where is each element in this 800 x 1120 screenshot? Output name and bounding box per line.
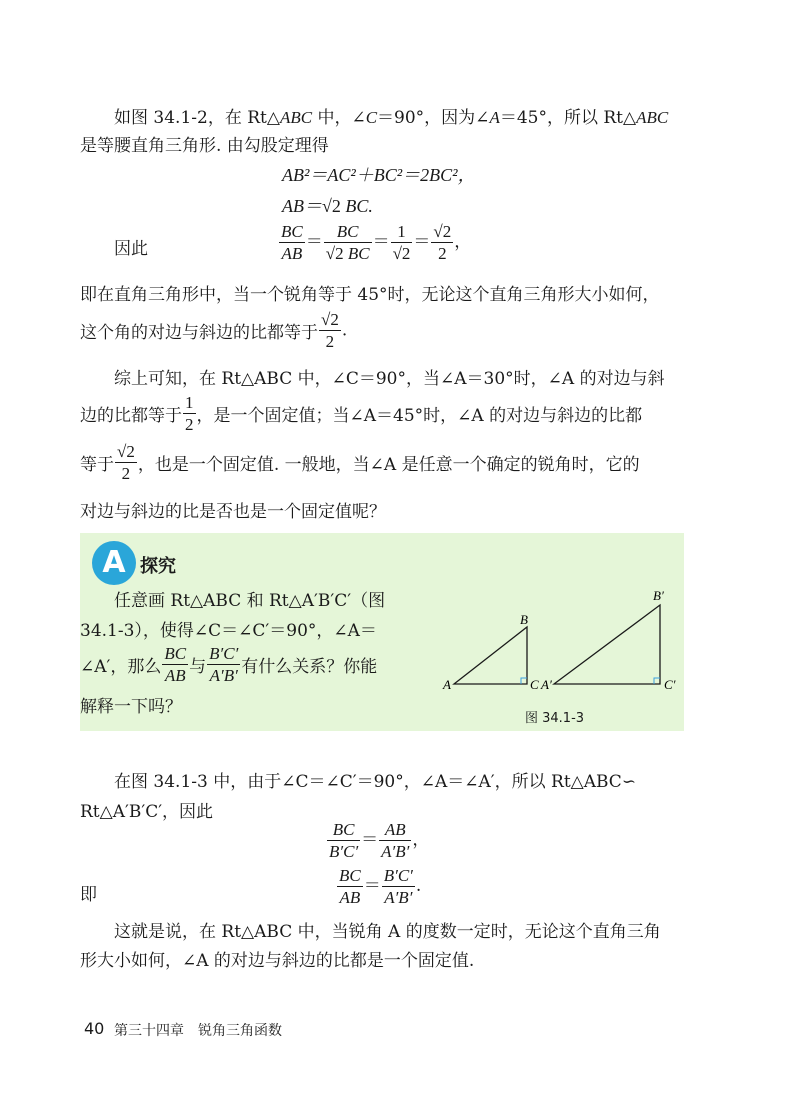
right-angle-c2-mark bbox=[654, 678, 660, 684]
label-a: A bbox=[443, 677, 451, 692]
para1-line2: 是等腰直角三角形. 由勾股定理得 bbox=[80, 136, 329, 156]
para1-line1: 如图 34.1-2，在 Rt△ABC 中，∠C＝90°，因为∠A＝45°，所以 Rt△ABC bbox=[114, 108, 669, 128]
figure-similar-triangles bbox=[440, 585, 680, 697]
triangle-a2b2c2 bbox=[554, 605, 660, 684]
equation-result: $\frac{BC}{AB}$ ＝ $\frac{B'C'}{A'B'}$ . bbox=[339, 866, 422, 908]
para2-line1: 即在直角三角形中，当一个锐角等于 45°时，无论这个直角三角形大小如何， bbox=[80, 285, 660, 305]
label-b: B bbox=[520, 612, 528, 627]
label-b-prime: B′ bbox=[653, 588, 664, 603]
label-yinci: 因此 bbox=[114, 239, 148, 259]
label-c: C bbox=[530, 677, 539, 692]
label-ji: 即 bbox=[80, 885, 97, 905]
para4-line1: 在图 34.1-3 中，由于∠C＝∠C′＝90°，∠A＝∠A′，所以 Rt△ABC∽ bbox=[114, 772, 637, 792]
para3-line1: 综上可知，在 Rt△ABC 中，∠C＝90°，当∠A＝30°时，∠A 的对边与斜 bbox=[114, 369, 665, 389]
para5-line2: 形大小如何，∠A 的对边与斜边的比都是一个固定值. bbox=[80, 951, 475, 971]
equation-similar-ratio: $\frac{BC}{B'C'}$ ＝ $\frac{AB}{A'B'}$ ， bbox=[329, 820, 430, 862]
para3-line4: 对边与斜边的比是否也是一个固定值呢？ bbox=[80, 502, 386, 522]
chapter-title: 第三十四章 锐角三角函数 bbox=[114, 1023, 282, 1039]
right-angle-c-mark bbox=[521, 678, 527, 684]
para3-line3: 等于 $\frac{√2}{2}$ ，也是一个固定值. 一般地，当∠A 是任意一个确定的锐角时，它的 bbox=[80, 442, 640, 484]
label-c-prime: C′ bbox=[664, 677, 676, 692]
equation-ab: AB＝√2 BC. bbox=[282, 196, 373, 216]
page-number: 40 bbox=[84, 1019, 105, 1038]
explore-line2: 34.1-3），使得∠C＝∠C′＝90°，∠A＝ bbox=[80, 621, 377, 641]
explore-line3: ∠A′，那么 $\frac{BC}{AB}$ 与 $\frac{B'C'}{A'B'}$ 有什么关系？你能 bbox=[80, 644, 378, 686]
equation-ratio: $\frac{BC}{AB}$ ＝ $\frac{BC}{√2 BC}$ ＝ $\frac{1}{√2}$ ＝ $\frac{√2}{2}$ ， bbox=[281, 222, 472, 264]
para2-line2: 这个角的对边与斜边的比都等于 $\frac{√2}{2}$ . bbox=[80, 310, 348, 352]
label-a-prime: A′ bbox=[541, 677, 552, 692]
explore-line4: 解释一下吗？ bbox=[80, 697, 182, 717]
figure-caption: 图 34.1-3 bbox=[525, 711, 585, 726]
explore-title: 探究 bbox=[140, 556, 176, 577]
equation-pythagoras: AB²＝AC²＋BC²＝2BC²， bbox=[282, 165, 476, 185]
para5-line1: 这就是说，在 Rt△ABC 中，当锐角 A 的度数一定时，无论这个直角三角 bbox=[114, 922, 661, 942]
para4-line2: Rt△A′B′C′，因此 bbox=[80, 802, 214, 822]
triangle-abc bbox=[454, 627, 527, 684]
explore-icon-glyph: A bbox=[102, 545, 126, 580]
explore-line1: 任意画 Rt△ABC 和 Rt△A′B′C′（图 bbox=[114, 591, 386, 611]
para3-line2: 边的比都等于 $\frac{1}{2}$ ，是一个固定值；当∠A＝45°时，∠A 的对边与斜边的比都 bbox=[80, 393, 643, 435]
